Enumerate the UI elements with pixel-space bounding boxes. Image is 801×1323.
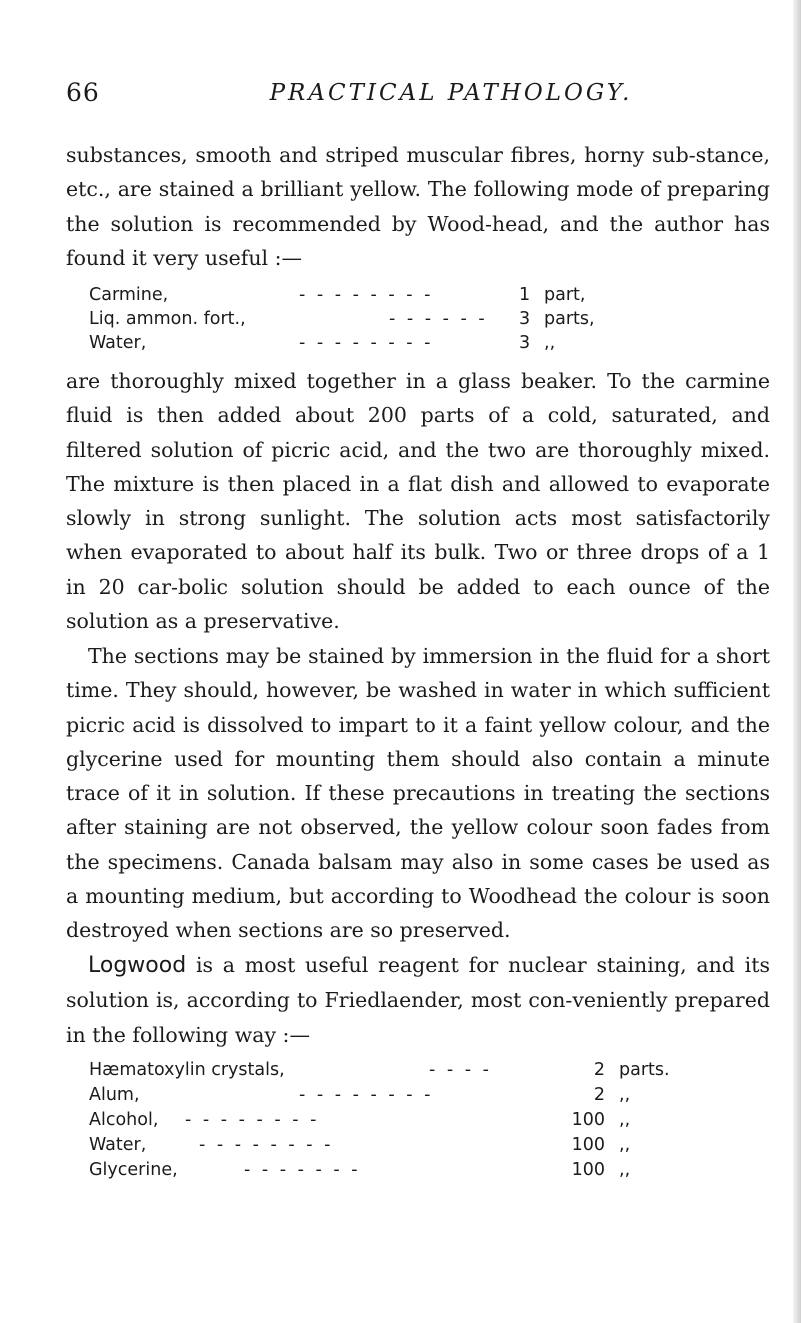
ingredient-unit: ,, [619,1160,631,1180]
ingredient-quantity: 1 [519,285,531,305]
recipe-row [89,1135,689,1160]
leader-dots: - - - - - - - - [185,1110,320,1130]
ingredient-name: Hæmatoxylin crystals, [89,1060,285,1080]
paragraph-logwood [66,948,770,1052]
ingredient-unit: ,, [619,1110,631,1130]
ingredient-name: Liq. ammon. fort., [89,309,246,329]
ingredient-unit: ,, [544,333,556,353]
paragraph-intro: substances, smooth and striped muscular fibres, horny sub-stance, etc., are stained a brilliant yellow. The following mode of preparing the solution is recommended by Wood-head, and the author has found it very useful :— [66,143,770,270]
recipe-row [89,1160,689,1185]
ingredient-name: Water, [89,1135,147,1155]
paragraph-carmine-method: are thoroughly mixed together in a glass beaker. To the carmine fluid is then added about 200 parts of a cold, saturated, and filtered solution of picric acid, and the two are thoroughly mixed. The mixture is then placed in a flat dish and allowed to evaporate slowly in strong sunlight. The solution acts most satisfactorily when evaporated to about half its bulk. Two or three drops of a 1 in 20 car-bolic solution should be added to each ounce of the solution as a preservative. [66,369,770,634]
ingredient-quantity: 3 [519,309,531,329]
recipe-row [89,309,689,333]
ingredient-quantity: 2 [593,1085,605,1105]
ingredient-unit: ,, [619,1135,631,1155]
leader-dots: - - - - - - - - [199,1135,334,1155]
ingredient-unit: part, [544,285,586,305]
leader-dots: - - - - - - - - [299,1085,434,1105]
recipe-row [89,285,689,309]
leader-dots: - - - - [429,1060,492,1080]
leader-dots: - - - - - - [389,309,488,329]
page-header [66,78,766,118]
ingredient-name: Glycerine, [89,1160,178,1180]
ingredient-quantity: 3 [519,333,531,353]
page-number: 66 [66,78,100,107]
ingredient-name: Carmine, [89,285,169,305]
ingredient-unit: parts. [619,1060,670,1080]
logwood-text: is a most useful reagent for nuclear staining, and its solution is, according to Friedlaender, most con-veniently prepared in the following way :— [66,953,770,1047]
ingredient-quantity: 100 [571,1160,605,1180]
ingredient-name: Alum, [89,1085,140,1105]
ingredient-quantity: 2 [593,1060,605,1080]
recipe-row [89,1110,689,1135]
recipe-row [89,333,689,357]
page-edge-shadow [793,0,801,1323]
recipe-row [89,1060,689,1085]
paragraph-sections: The sections may be stained by immersion in the fluid for a short time. They should, however, be washed in water in which sufficient picric acid is dissolved to impart to it a faint yellow colour, and the glycerine used for mounting them should also contain a minute trace of it in solution. If these precautions in treating the sections after staining are not observed, the yellow colour soon fades from the specimens. Canada balsam may also in some cases be used as a mounting medium, but according to Woodhead the colour is soon destroyed when sections are so preserved. [66,644,770,943]
recipe-logwood [89,1060,689,1185]
logwood-lead-word: Logwood [88,953,187,978]
recipe-row [89,1085,689,1110]
ingredient-name: Alcohol, [89,1110,159,1130]
leader-dots: - - - - - - - - [299,285,434,305]
ingredient-unit: ,, [619,1085,631,1105]
ingredient-quantity: 100 [571,1110,605,1130]
leader-dots: - - - - - - - - [299,333,434,353]
recipe-carmine [89,285,689,357]
ingredient-unit: parts, [544,309,595,329]
ingredient-name: Water, [89,333,147,353]
leader-dots: - - - - - - - [244,1160,361,1180]
running-title: PRACTICAL PATHOLOGY. [269,80,633,106]
ingredient-quantity: 100 [571,1135,605,1155]
